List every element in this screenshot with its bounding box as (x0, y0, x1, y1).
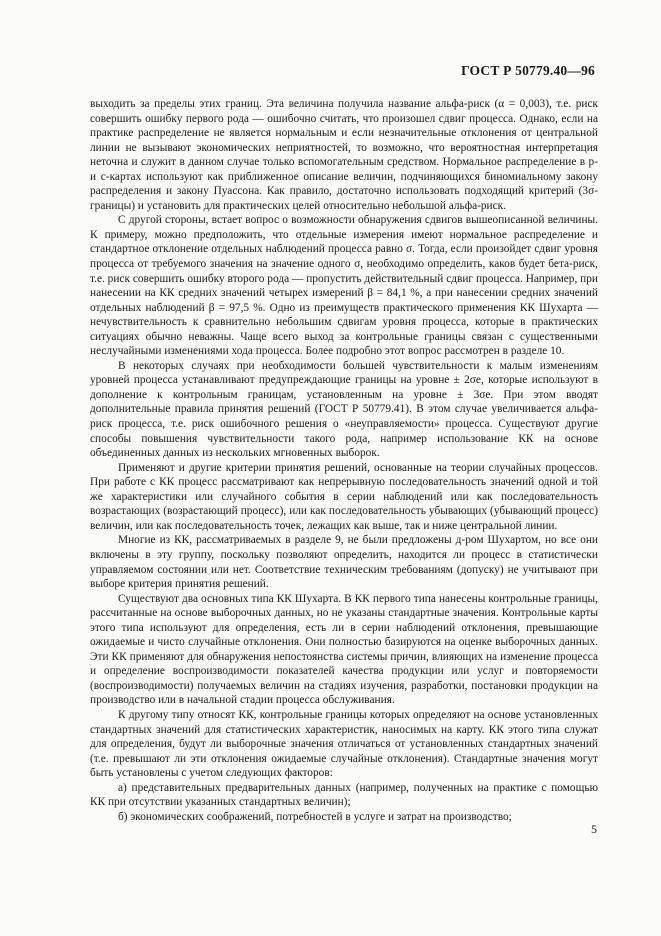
standard-designation: ГОСТ Р 50779.40—96 (461, 63, 595, 78)
list-item-b: б) экономических соображений, потребностей в услуге и затрат на производство; (118, 810, 512, 823)
list-item-a: а) представительных предварительных данных (например, полученных на практике с помощью КК при отсутствии указанных стандартных величин); (90, 781, 598, 809)
paragraph-decision-criteria: Применяют и другие критерии принятия решений, основанные на теории случайных процессов. При работе с КК процесс рассматривают как непрерывную последовательность значений одной и той же характеристики или случайного события в серии наблюдений или как последовательность возрастающих (возрастающий процесс), или как последовательность убывающих (убывающий процесс) величин, или как последовательность точек, лежащих как выше, так и ниже центральной линии. (90, 461, 598, 532)
paragraph-continuation: выходить за пределы этих границ. Эта величина получила название альфа-риск (α = 0,003), т.е. риск совершить ошибку первого рода — ошибочно считать, что произошел сдвиг процесса. Однако, если на практике распределение не является нормальным и если незначительные отклонения от центральной линии не вызывают экономических неприятностей, то возможно, что вероятностная интерпретация неточна и служит в данном случае только вспомогательным средством. Нормальное распределение в p- и c-картах используют как приближенное описание величин, подчиняющихся биномиальному закону распределения и закону Пуассона. Как правило, достаточно использовать подходящий критерий (3σ-границы) и установить для практических целей относительно небольшой альфа-риск. (90, 98, 598, 212)
paragraph-beta-risk: С другой стороны, встает вопрос о возможности обнаружения сдвигов вышеописанной величины. К примеру, можно предположить, что отдельные измерения имеют нормальное распределение и стандартное отклонение отдельных наблюдений процесса равно σ. Тогда, если произойдет сдвиг уровня процесса от требуемого значения на значение одного σ, необходимо определить, каков будет бета-риск, т.е. риск совершить ошибку второго рода — пропустить действительный сдвиг процесса. Например, при нанесении на КК средних значений четырех измерений β = 84,1 %, а при нанесении средних значений отдельных наблюдений β = 97,5 %. Одно из преимуществ практического применения КК Шухарта — нечувствительность к сравнительно небольшим сдвигам уровня процесса, которые в практических ситуациях обычно неважны. Чаще всего выход за контрольные границы связан с существенными неслучайными изменениями хода процесса. Более подробно этот вопрос рассмотрен в разделе 10. (90, 214, 598, 358)
paragraph-section-9: Многие из КК, рассматриваемых в разделе 9, не были предложены д-ром Шухартом, но все они включены в эту группу, поскольку позволяют определить, находится ли процесс в статистически управляемом состоянии или нет. Соответствие техническим требованиям (допуску) не учитывают при выборе критерия принятия решений. (90, 534, 598, 591)
body-text (90, 97, 598, 824)
paragraph-standard-values: К другому типу относят КК, контрольные границы которых определяют на основе установленных стандартных значений для статистических характеристик, наносимых на карту. КК этого типа служат для определения, будут ли выборочные значения отличаться от установленных стандартных значений (т.е. превышают ли эти отклонения ожидаемые случайные отклонения). Стандартные значения могут быть установлены с учетом следующих факторов: (90, 708, 598, 780)
paragraph-chart-types: Существуют два основных типа КК Шухарта. В КК первого типа нанесены контрольные границы, рассчитанные на основе выборочных данных, но не указаны стандартные значения. Контрольные карты этого типа используют для определения, есть ли в серии наблюдений отклонения, превышающие ожидаемые и чисто случайные отклонения. Они полностью базируются на оценке выборочных данных. Эти КК применяют для обнаружения непостоянства системы причин, влияющих на изменение процесса и определение воспроизводимости показателей качества продукции или услуг и повторяемости (воспроизводимости) получаемых величин на стадиях изучения, разработки, постановки продукции на производство или в начальной стадии процесса обслуживания. (90, 592, 598, 707)
paragraph-warning-limits: В некоторых случаях при необходимости большей чувствительности к малым изменениям уровней процесса устанавливают предупреждающие границы на уровне ± 2σe, которые используют в дополнение к контрольным границам, установленным на уровне ± 3σe. При этом вводят дополнительные правила принятия решений (ГОСТ Р 50779.41). В этом случае увеличивается альфа-риск процесса, т.е. риск ошибочного решения о «неуправляемости» процесса. Существуют другие способы повышения чувствительности такого рода, например использование КК на основе объединенных данных из нескольких мгновенных выборок. (90, 359, 598, 460)
page-number: 5 (591, 822, 597, 836)
